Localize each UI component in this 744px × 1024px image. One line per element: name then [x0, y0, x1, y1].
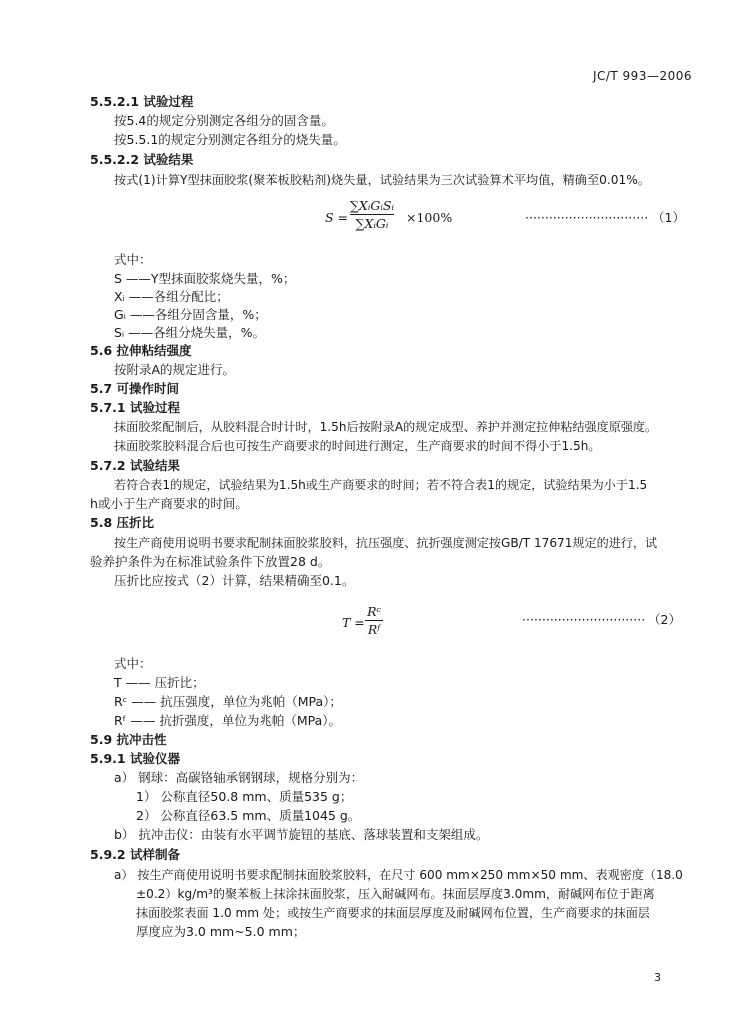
heading-5-6: 5.6 拉伸粘结强度 [90, 343, 192, 358]
fraction-bar [350, 214, 394, 215]
where-item: Xᵢ ——各组分配比； [114, 289, 229, 304]
paragraph: 按5.4的规定分别测定各组分的固含量。 [114, 113, 334, 128]
heading-5-7: 5.7 可操作时间 [90, 381, 179, 396]
heading-5-7-2: 5.7.2 试验结果 [90, 458, 180, 473]
formula-2-denominator: Rᶠ [367, 622, 381, 637]
formula-1-number: （1） [652, 210, 685, 225]
heading-5-9-2: 5.9.2 试样制备 [90, 847, 180, 862]
fraction-bar [365, 620, 383, 621]
where-item: Gᵢ ——各组分固含量，%； [114, 307, 267, 322]
paragraph: 按5.5.1的规定分别测定各组分的烧失量。 [114, 132, 346, 147]
heading-5-7-1: 5.7.1 试验过程 [90, 400, 180, 415]
where-label: 式中： [114, 656, 152, 671]
heading-5-9: 5.9 抗冲击性 [90, 732, 167, 747]
where-label: 式中： [114, 252, 152, 267]
list-item: 1） 公称直径50.8 mm、质量535 g； [136, 789, 353, 804]
standard-code: JC/T 993—2006 [592, 69, 692, 83]
formula-2-numerator: Rᶜ [367, 604, 381, 619]
list-item-continuation: ±0.2）kg/m³的聚苯板上抹涂抹面胶浆，压入耐碱网布。抹面层厚度3.0mm，耐碱网布位于距离 [136, 887, 655, 901]
formula-1-denominator: ∑XᵢGᵢ [355, 216, 389, 231]
paragraph: 验养护条件为在标准试验条件下放置28 d。 [90, 554, 331, 569]
formula-2-number: （2） [648, 612, 681, 627]
heading-5-5-2-1: 5.5.2.1 试验过程 [90, 94, 194, 109]
where-item: Rᶜ —— 抗压强度，单位为兆帕（MPa）； [114, 694, 342, 709]
where-item: S ——Y型抹面胶浆烧失量，%； [114, 271, 296, 286]
paragraph: 抹面胶浆胶料混合后也可按生产商要求的时间进行测定，生产商要求的时间不得小于1.5h。 [114, 439, 601, 453]
paragraph: 压折比应按式（2）计算，结果精确至0.1。 [114, 573, 355, 588]
paragraph: 按式(1)计算Y型抹面胶浆(聚苯板胶粘剂)烧失量，试验结果为三次试验算术平均值，精确至0.01%。 [114, 173, 651, 187]
list-item: a） 按生产商使用说明书要求配制抹面胶浆胶料，在尺寸 600 mm×250 mm×50 mm、表观密度（18.0 [114, 868, 683, 882]
formula-2-fraction [365, 604, 383, 637]
page-number: 3 [654, 971, 661, 984]
where-item: T —— 压折比； [114, 675, 205, 690]
heading-5-9-1: 5.9.1 试验仪器 [90, 751, 180, 766]
paragraph: 按附录A的规定进行。 [114, 362, 236, 377]
heading-5-8: 5.8 压折比 [90, 515, 154, 530]
formula-1-fraction [350, 198, 394, 231]
paragraph: h或小于生产商要求的时间。 [90, 496, 248, 511]
formula-1-lhs: S = [325, 210, 349, 225]
list-item-continuation: 抹面胶浆表面 1.0 mm 处；或按生产商要求的抹面层厚度及耐碱网布位置，生产商要求的抹面层 [136, 906, 650, 920]
list-item-continuation: 厚度应为3.0 mm~5.0 mm； [136, 924, 306, 939]
where-item: Sᵢ ——各组分烧失量，%。 [114, 325, 266, 340]
heading-5-5-2-2: 5.5.2.2 试验结果 [90, 152, 194, 167]
leader-dots: ······························· [522, 612, 646, 627]
where-item: Rᶠ —— 抗折强度，单位为兆帕（MPa）。 [114, 713, 342, 728]
list-item: 2） 公称直径63.5 mm、质量1045 g。 [136, 808, 361, 823]
paragraph: 若符合表1的规定，试验结果为1.5h或生产商要求的时间；若不符合表1的规定，试验结果为小于1.5 [114, 478, 648, 492]
paragraph: 按生产商使用说明书要求配制抹面胶浆胶料，抗压强度、抗折强度测定按GB/T 17671规定的进行，试 [114, 536, 658, 550]
formula-2-lhs: T = [342, 615, 365, 630]
leader-dots: ······························· [525, 210, 649, 225]
formula-1-tail: ×100% [406, 210, 453, 225]
paragraph: 抹面胶浆配制后，从胶料混合时计时，1.5h后按附录A的规定成型、养护并测定拉伸粘结强度原强度。 [114, 420, 658, 434]
list-item: a） 钢球：高碳铬轴承钢钢球，规格分别为： [114, 770, 364, 785]
formula-1-numerator: ∑XᵢGᵢSᵢ [350, 198, 394, 213]
list-item: b） 抗冲击仪：由装有水平调节旋钮的基底、落球装置和支架组成。 [114, 827, 489, 842]
